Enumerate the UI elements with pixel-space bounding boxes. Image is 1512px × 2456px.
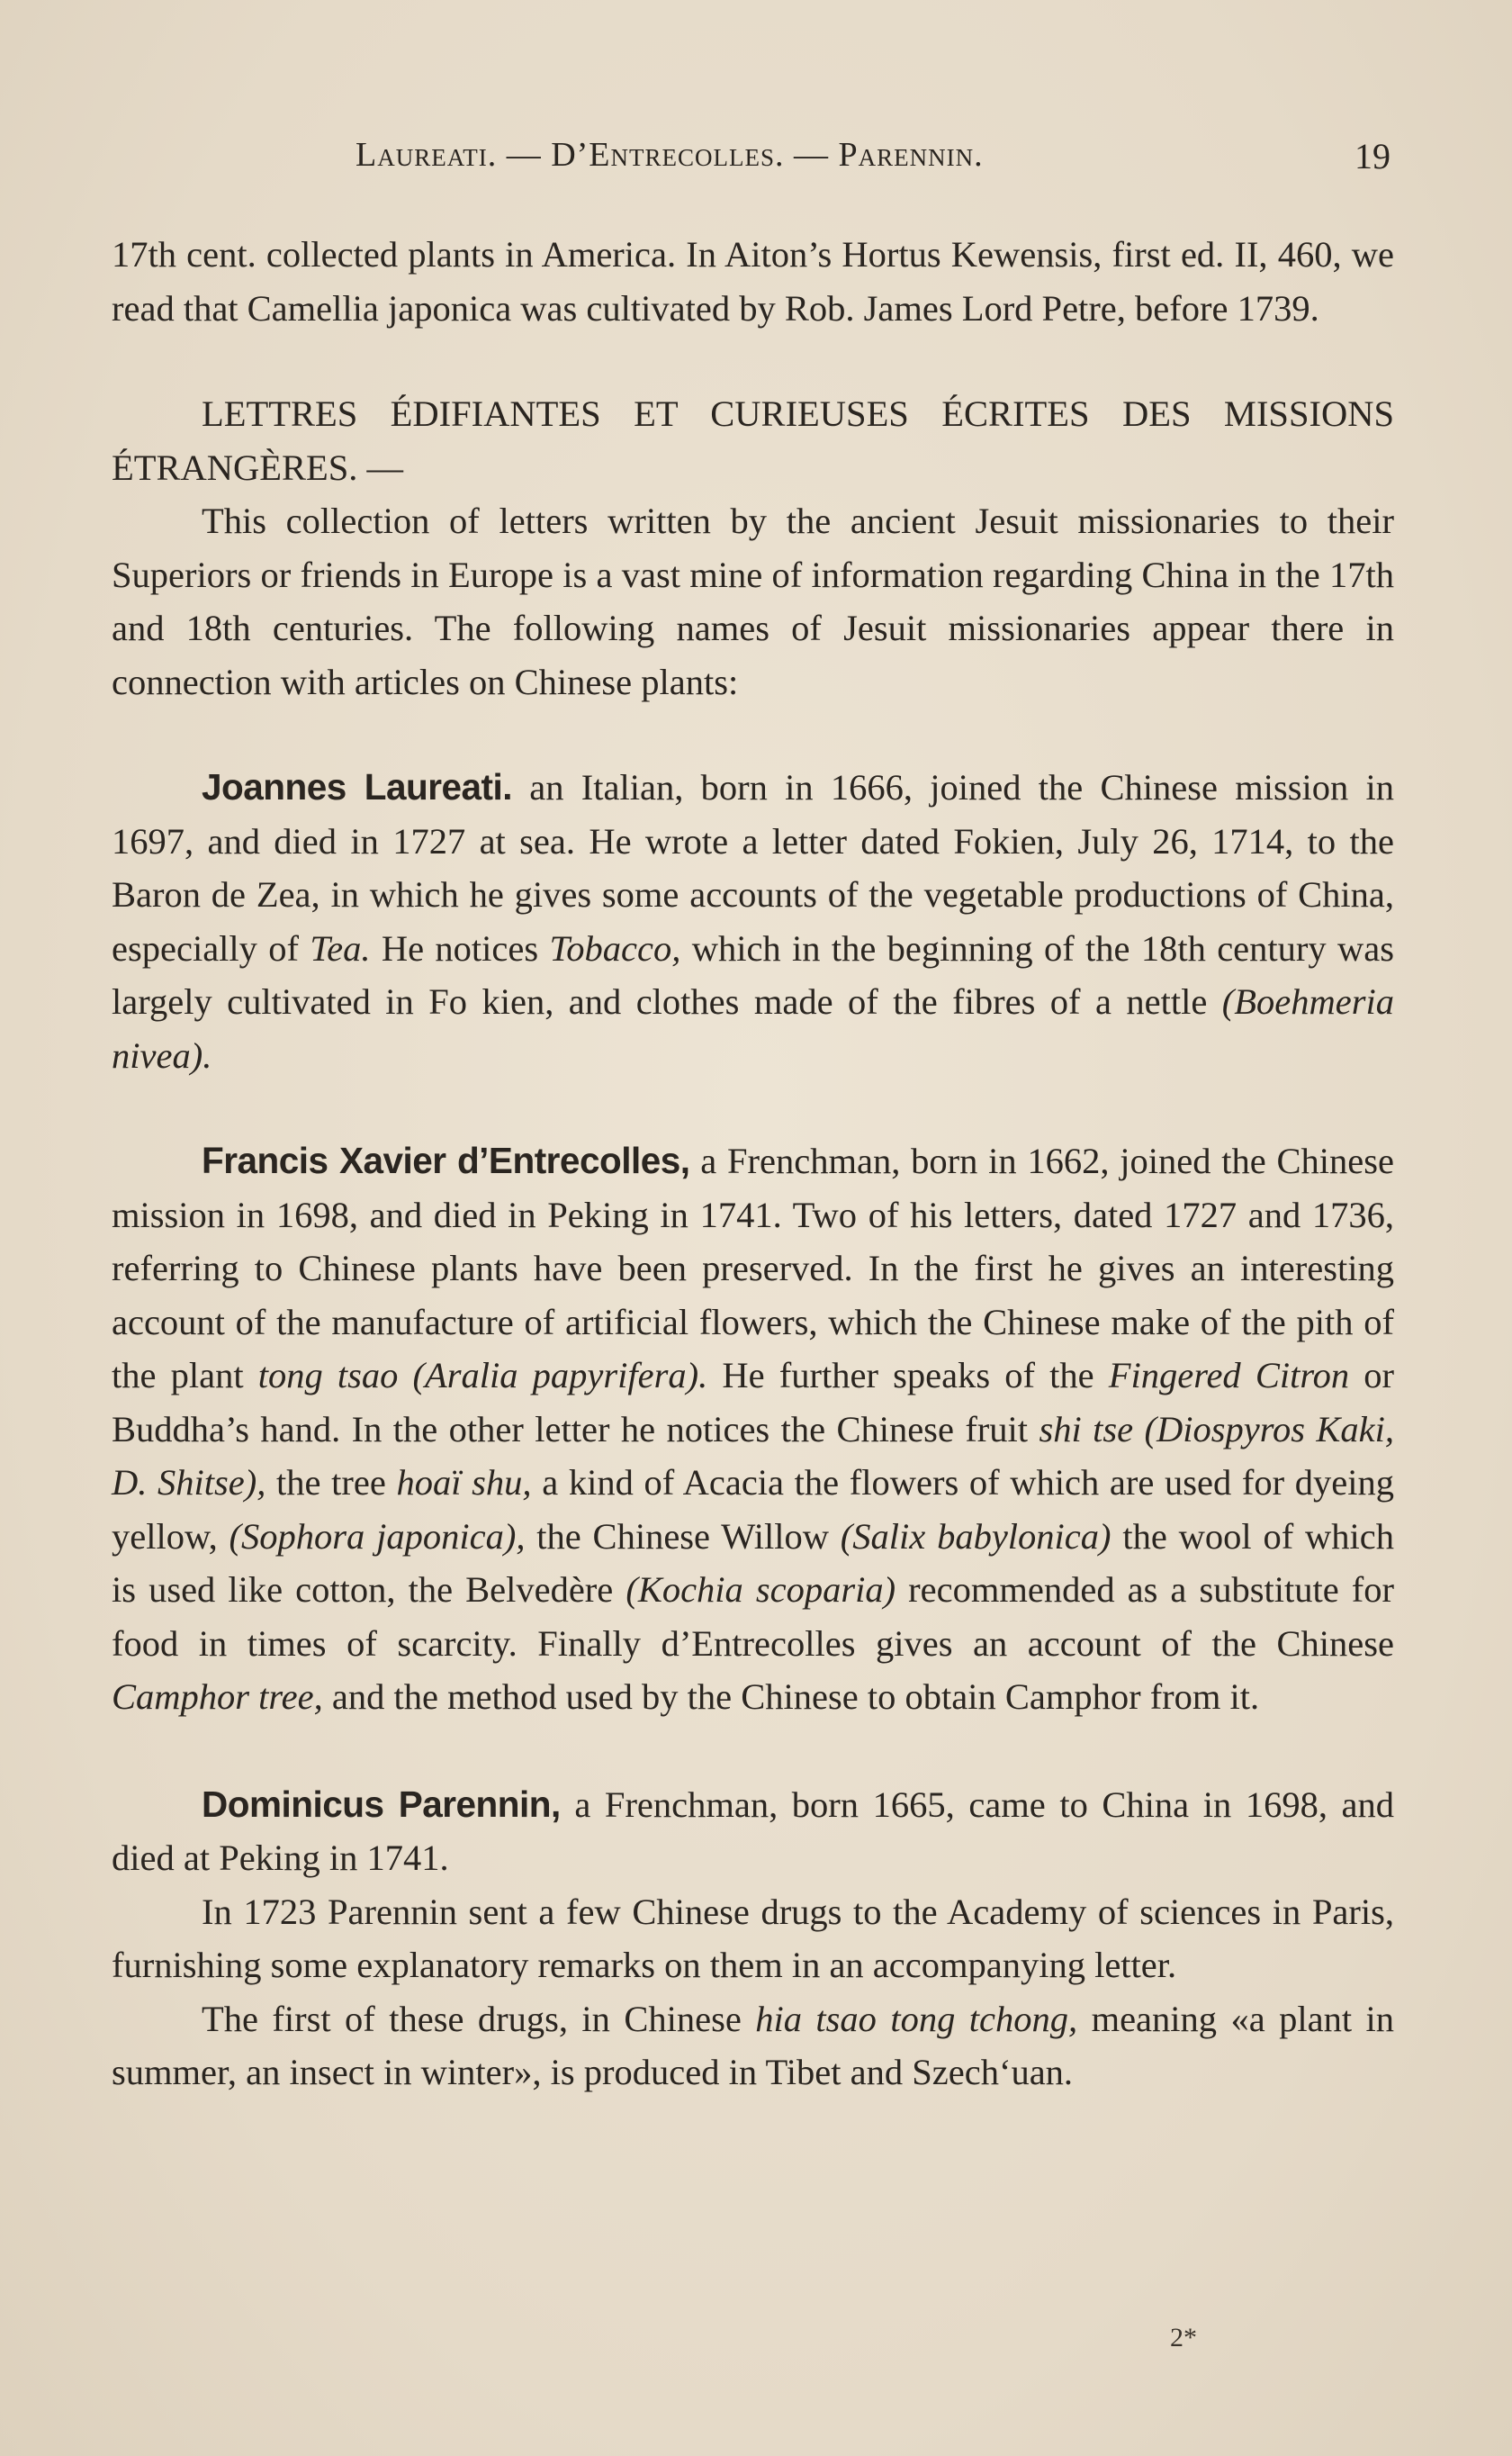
entry-text: which in the beginning of the 18th century was largely cultivated in Fo kien, and clothes made of the fibres of a nettle [112, 927, 1394, 1022]
entry-text: a Frenchman, born in 1662, joined the Chinese mission in 1698, and died in Peking in 1741. Two of his letters, dated 1727 and 1736, referring to Chinese plants have been preserved. In the first he gives an interesting account of the manufacture of artificial flowers, which the Chinese make of the pith of the plant [112, 1141, 1394, 1395]
running-head-title: Laureati. — D’Entrecolles. — Parennin. [356, 136, 984, 174]
entry-text: recommended as a substitute for food in times of scarcity. Finally d’Entrecolles gives an account of the Chinese [112, 1569, 1394, 1664]
entry-italic: (Boehmeria nivea). [112, 981, 1394, 1076]
entry-name-entrecolles: Francis Xavier d’Entrecolles, [202, 1140, 690, 1181]
entry-italic: shi tse (Diospyros Kaki, D. Shitse), [112, 1408, 1394, 1503]
entry-text: He further speaks of the [707, 1355, 1109, 1395]
entry-text: the tree [266, 1462, 397, 1503]
entry-name-laureati: Joannes Laureati. [202, 766, 513, 808]
entry-text: The first of these drugs, in Chinese [202, 1998, 756, 2039]
paragraph-intro: This collection of letters written by the ancient Jesuit missionaries to their Superiors or friends in Europe is a vast mine of information regarding China in the 17th and 18th centuries. The following names of Jesuit missionaries appear there in connection with articles on Chinese plants: [112, 501, 1394, 702]
entry-text: or Buddha’s hand. In the other letter he notices the Chinese fruit [112, 1355, 1394, 1449]
entry-text: the Chinese Willow [525, 1515, 841, 1557]
entry-text: a Frenchman, born 1665, came to China in 1698, and died at Peking in 1741. [112, 1783, 1394, 1878]
entry-italic: Fingered Citron [1108, 1355, 1350, 1395]
signature-mark: 2* [1170, 2323, 1197, 2352]
entry-italic: tong tsao (Aralia papyrifera). [257, 1355, 708, 1395]
paragraph-drugs: In 1723 Parennin sent a few Chinese drugs to the Academy of sciences in Paris, furnishing some explanatory remarks on them in an accompanying letter. [112, 1891, 1394, 1985]
entry-laureati [112, 761, 1394, 1082]
entry-text: meaning «a plant in summer, an insect in winter», is produced in Tibet and Szechʻuan. [112, 1998, 1395, 2092]
entry-italic: (Salix babylonica) [840, 1515, 1112, 1557]
entry-parennin [112, 1778, 1394, 1885]
section-heading: LETTRES ÉDIFIANTES ET CURIEUSES ÉCRITES DES MISSIONS ÉTRANGÈRES. — [112, 393, 1394, 488]
entry-italic: Tea. [310, 927, 371, 969]
entry-italic: Tobacco, [549, 927, 681, 969]
entry-italic: (Sophora japonica), [229, 1515, 526, 1557]
entry-text: a kind of Acacia the flowers of which are used for dyeing yellow, [112, 1462, 1394, 1557]
page-number: 19 [1354, 136, 1390, 176]
running-head [112, 135, 1390, 189]
entry-text: an Italian, born in 1666, joined the Chinese mission in 1697, and died in 1727 at sea. He wrote a letter dated Fokien, July 26, 1714, to the Baron de Zea, in which he gives some accounts of the vegetable productions of China, especially of [112, 767, 1394, 969]
entry-text: and the method used by the Chinese to obtain Camphor from it. [322, 1676, 1260, 1717]
entry-name-parennin: Dominicus Parennin, [202, 1783, 561, 1825]
entry-entrecolles [112, 1134, 1394, 1724]
entry-text: He notices [370, 927, 550, 969]
entry-text: the wool of which is used like cotton, the Belvedère [112, 1515, 1394, 1610]
entry-italic: hia tsao tong tchong, [755, 1998, 1078, 2039]
entry-italic: Camphor tree, [112, 1676, 323, 1717]
paragraph-first-drug [112, 1992, 1394, 2099]
paragraph-continuation: 17th cent. collected plants in America. In Aiton’s Hortus Kewensis, first ed. II, 460, we read that Camellia japonica was cultivated by Rob. James Lord Petre, before 1739. [112, 234, 1394, 329]
entry-italic: (Kochia scoparia) [626, 1569, 896, 1610]
entry-italic: hoaï shu, [396, 1462, 532, 1503]
text-body [112, 228, 1394, 2099]
